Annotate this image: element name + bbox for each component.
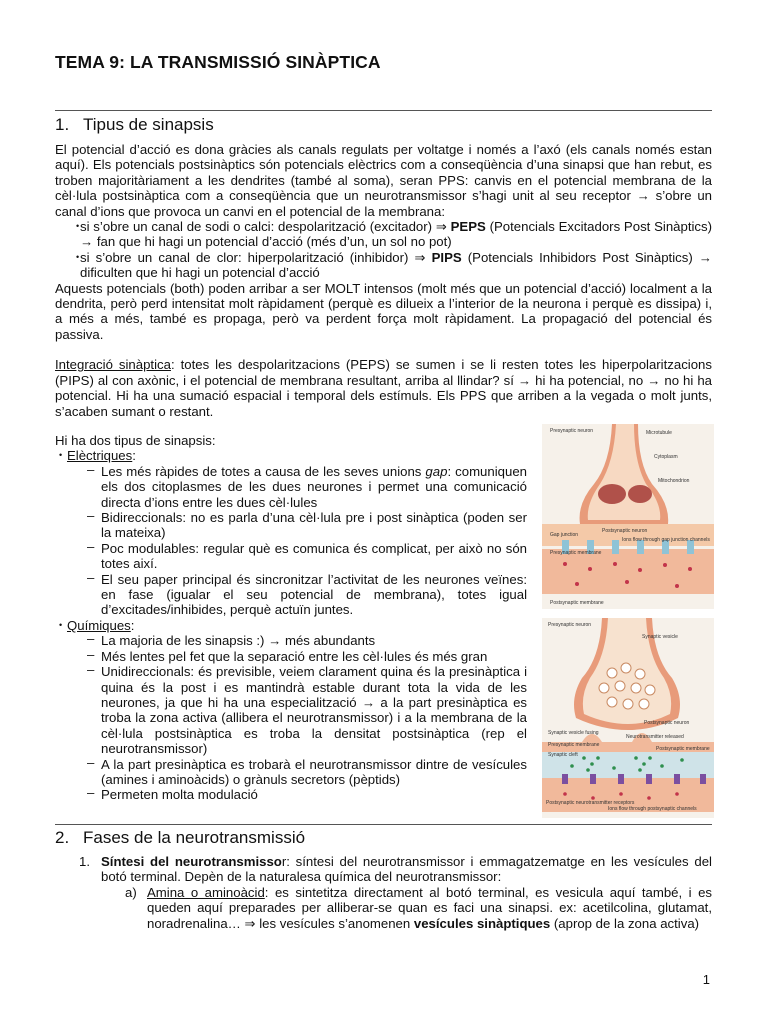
integration-paragraph [55,357,712,419]
chemical-list [55,633,527,802]
figure-label: Microtubule [646,430,672,436]
bullet-text: si s’obre un canal de sodi o calci: despolarització (excitador) ⇒ [80,219,451,235]
list-text: El seu paper principal és sincronitzar l’activitat de les neurones veïnes: en fase (igualar el seu potencial de membrana), totes igual d’excitades/inhibides, perquè actuïn juntes. [101,571,527,618]
section-title: Tipus de sinapsis [83,115,214,134]
figure-label: Postsynaptic membrane [550,600,604,606]
mitochondrion-left [598,484,626,504]
underlined-term: Integració sinàptica [55,357,171,373]
page-title: TEMA 9: LA TRANSMISSIÓ SINÀPTICA [55,52,381,72]
paragraph-text: : totes les despolaritzacions (PEPS) se sumen i se li resten totes les hiperpolaritzacions (PIPS) al con axònic, i el potencial de membrana resultant, arriba al llindar? sí → hi ha potencial, no → no hi ha potencial. Hi ha una sumació espacial i temporal dels estímuls. Els PPS que arriben a la vegada o molt junts, s’acaben sumant o restant. [55,357,712,419]
list-text: r: síntesi del neurotransmissor i emmagatzematge en les vesícules del botó terminal. Depèn de la naturalesa química del neurotransmissor: [101,854,712,885]
section-divider [55,110,712,111]
synapse-types [55,433,527,803]
bullet-text: (Potencials Inhibidors Post Sinàptics) → dificulten que hi hagi un potencial d’acció [80,249,712,281]
chemical-synapse-illustration [542,618,714,818]
bullet-bold-term: PEPS [450,219,486,235]
figure-label: Postsynaptic neuron [644,720,690,726]
figure-label: Gap junction [550,532,579,538]
list-item [55,572,527,618]
figure-label: Postsynaptic membrane [656,746,710,752]
list-item [55,464,527,510]
underlined-term: Amina o aminoàcid [147,884,265,900]
section-number: 1. [55,115,70,134]
list-item [55,510,527,541]
list-item: – La majoria de les sinapsis :) → més abundants [55,633,527,648]
spacer [55,342,712,357]
types-intro: Hi ha dos tipus de sinapsis: [55,433,216,448]
list-item: – Més lentes pel fet que la separació entre les cèl·lules és més gran [55,649,527,664]
list-item [55,541,527,572]
list-item [55,250,712,281]
figure-label: Synaptic vesicle [642,634,678,640]
figure-label: Presynaptic membrane [548,742,600,748]
figure-label: Mitochondrion [658,478,690,484]
mitochondrion-right [628,485,652,503]
category-label: Químiques [67,617,131,633]
list-text: (aprop de la zona activa) [550,915,700,931]
list-item: – Permeten molta modulació [55,787,527,802]
section-2-body [55,854,712,931]
figure-label: Presynaptic neuron [548,622,592,628]
list-text: Bidireccionals: no es parla d’una cèl·lula pre i post sinàptica (poden ser la mateixa) [101,510,527,541]
figure-label: Ions flow through gap junction channels [622,537,710,543]
potentials-paragraph: Aquests potencials (both) poden arribar a ser MOLT intensos (molt més que un potencial d’acció) localment a la dendrita, però perd intensitat molt ràpidament (perquè es dilueix a l’interior de la neurona i perquè es dissipa) i, a més a més, també es propaga, però va perdent força molt ràpidament. La propagació del potencial és passiva. [55,280,712,342]
section-title: Fases de la neurotransmissió [83,828,306,847]
electrical-synapse-figure [542,424,714,609]
list-item: – Unidireccionals: és previsible, veiem clarament quina és la presinàptica i quina és la post i es mantindrà estable durant tota la vida de les neurones, ja que hi ha una especialització → a la part presinàptica es troba la zona activa (allibera el neurotransmissor) i a la membrana de la cèl·lula postsinàptica es troba la densitat postsinàptica (rep el neurotransmissor) [55,664,527,756]
category-label: Elèctriques [67,448,133,464]
figure-label: Presynaptic membrane [550,550,602,556]
list-text: Poc modulables: regular què es comunica és complicat, per això no són totes així. [101,540,527,572]
bullet-text: si s’obre un canal de clor: hiperpolarització (inhibidor) ⇒ [80,249,432,265]
figure-label: Neurotransmitter released [626,734,684,740]
category-chemical: • Químiques: [55,618,527,633]
section-number: 2. [55,828,70,847]
figure-label: Synaptic cleft [548,752,578,758]
page-number: 1 [702,972,710,987]
figure-label: Postsynaptic neuron [602,528,648,534]
list-item [55,885,712,931]
electric-list [55,464,527,618]
list-item: – A la part presinàptica es trobarà el neurotransmissor dintre de vesícules (amines i aminoàcids) o grànuls secretors (pèptids) [55,757,527,788]
section-divider [55,824,712,825]
figure-label: Cytoplasm [654,454,678,460]
category-electric: • Elèctriques: [55,448,527,463]
figure-label: Ions flow through postsynaptic channels [608,806,697,812]
list-letter: a) [125,884,137,900]
bold-term: Síntesi del neurotransmisso [101,854,282,869]
figure-label: Postsynaptic neurotransmitter receptors [546,800,635,806]
intro-paragraph: El potencial d’acció es dona gràcies als canals regulats per voltatge i només a l’axó (els canals només estan aquí). Els potencials postsinàptics són potencials elèctrics com a conseqüència d’una sinapsi que han rebut, es troben majoritàriament a les dendrites (també al soma), seran PPS: canvis en el potencial membrana de la cèl·lula postsinàptica com a conseqüència que un neurotransmissor s’hagi unit al seu receptor → s’obre un canal d’ions que provoca un canvi en el potencial de la membrana: [55,142,712,219]
list-text: Les més ràpides de totes a causa de les seves unions [101,463,426,479]
list-item [55,854,712,885]
list-item [55,219,712,250]
section-1-body [55,142,712,419]
bold-term: vesícules sinàptiques [413,915,551,931]
figure-label: Synaptic vesicle fusing [548,730,599,736]
list-text: : comuniquen els dos citoplasmes de les dues neurones i permet una comunicació directa d’ions entre les dues cèl·lules [101,463,527,510]
italic-term: gap [425,463,448,479]
terminal-cytoplasm [588,424,660,520]
section-1-heading [55,115,214,135]
figure-label: Presynaptic neuron [550,428,594,434]
bullet-bold-term: PIPS [431,249,462,265]
bullet-text: (Potencials Excitadors Post Sinàptics) → fan que hi hagi un potencial d’acció (més d’un, un sol no pot) [80,219,712,250]
electrical-synapse-illustration [542,424,714,609]
chemical-synapse-figure [542,618,714,818]
list-number: 1. [79,854,90,869]
section-2-heading [55,828,305,848]
list-text: : es sintetitza directament al botó terminal, es vesicula aquí també, i es queden aquí preparades per alliberar-se quan es faci una sinapsi. ex: acetilcolina, glutamat, noradrenalina… ⇒ les vesícules s’anomenen [147,884,712,931]
